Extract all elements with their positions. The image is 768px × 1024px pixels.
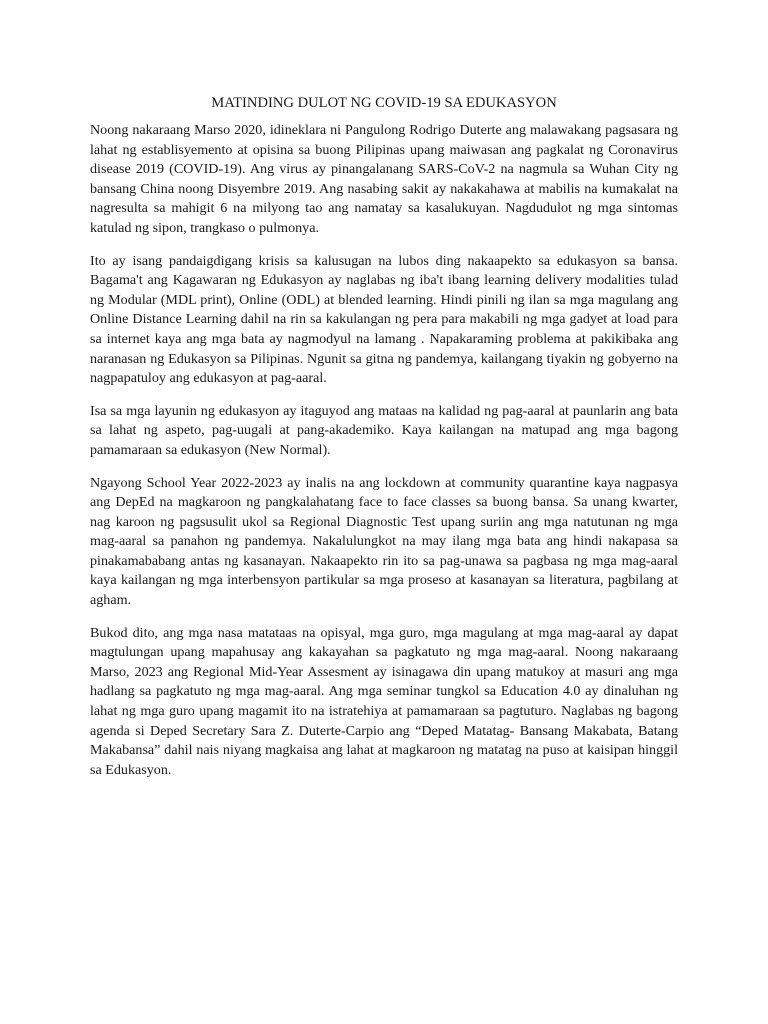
paragraph-4: Ngayong School Year 2022-2023 ay inalis na ang lockdown at community quarantine kaya nagpasya ang DepEd na magkaroon ng pangkalahatang face to face classes sa buong bansa. Sa unang kwarter, nag karoon ng pagsusulit ukol sa Regional Diagnostic Test upang suriin ang mga natutunan ng mga mag-aaral sa panahon ng pandemya. Nakalulungkot na may ilang mga bata ang hindi nakapasa sa pinakamababang antas ng kasanayan. Nakaapekto rin ito sa pag-unawa sa pagbasa ng mga mag-aaral kaya kailangan ng mga interbensyon partikular sa mga proseso at kasanayan sa literatura, pagbilang at agham.	[90, 474, 678, 609]
document-title: MATINDING DULOT NG COVID-19 SA EDUKASYON	[211, 95, 557, 111]
paragraph-5: Bukod dito, ang mga nasa matataas na opisyal, mga guro, mga magulang at mga mag-aaral ay dapat magtulungan upang mapahusay ang kakayahan sa pagkatuto ng mga mag-aaral. Noong nakaraang Marso, 2023 ang Regional Mid-Year Assesment ay isinagawa din upang matukoy at masuri ang mga hadlang sa pagkatuto ng mga mag-aaral. Ang mga seminar tungkol sa Education 4.0 ay dinaluhan ng lahat ng mga guro upang magamit ito na istratehiya at pamamaraan sa pagtuturo. Naglabas ng bagong agenda si Deped Secretary Sara Z. Duterte-Carpio ang “Deped Matatag- Bansang Makabata, Batang Makabansa” dahil nais niyang magkaisa ang lahat at magkaroon ng matatag na puso at kaisipan hinggil sa Edukasyon.	[90, 624, 678, 778]
paragraph-1: Noong nakaraang Marso 2020, idineklara ni Pangulong Rodrigo Duterte ang malawakang pagsasara ng lahat ng establisyemento at opisina sa buong Pilipinas upang maiwasan ang pagkalat ng Coronavirus disease 2019 (COVID-19). Ang virus ay pinangalanang SARS-CoV-2 na nagmula sa Wuhan City ng bansang China noong Disyembre 2019. Ang nasabing sakit ay nakakahawa at mabilis na kumakalat na nagresulta sa mahigit 6 na milyong tao ang namatay sa kasalukuyan. Nagdudulot ng mga sintomas katulad ng sipon, trangkaso o pulmonya.	[90, 122, 678, 236]
paragraph-3: Isa sa mga layunin ng edukasyon ay itaguyod ang mataas na kalidad ng pag-aaral at paunlarin ang bata sa lahat ng aspeto, pag-uugali at pang-akademiko. Kaya kailangan na matupad ang mga bagong pamamaraan sa edukasyon (New Normal).	[90, 402, 678, 458]
paragraph-2: Ito ay isang pandaigdigang krisis sa kalusugan na lubos ding nakaapekto sa edukasyon sa bansa. Bagama't ang Kagawaran ng Edukasyon ay naglabas ng iba't ibang learning delivery modalities tulad ng Modular (MDL print), Online (ODL) at blended learning. Hindi pinili ng ilan sa mga magulang ang Online Distance Learning dahil na rin sa kakulangan ng pera para makabili ng mga gadyet at load para sa internet kaya ang mga bata ay nagmodyul na lamang . Napakaraming problema at pakikibaka ang naranasan ng Edukasyon sa Pilipinas. Ngunit sa gitna ng pandemya, kailangang tiyakin ng gobyerno na nagpapatuloy ang edukasyon at pag-aaral.	[90, 252, 678, 387]
document-body	[90, 121, 678, 780]
